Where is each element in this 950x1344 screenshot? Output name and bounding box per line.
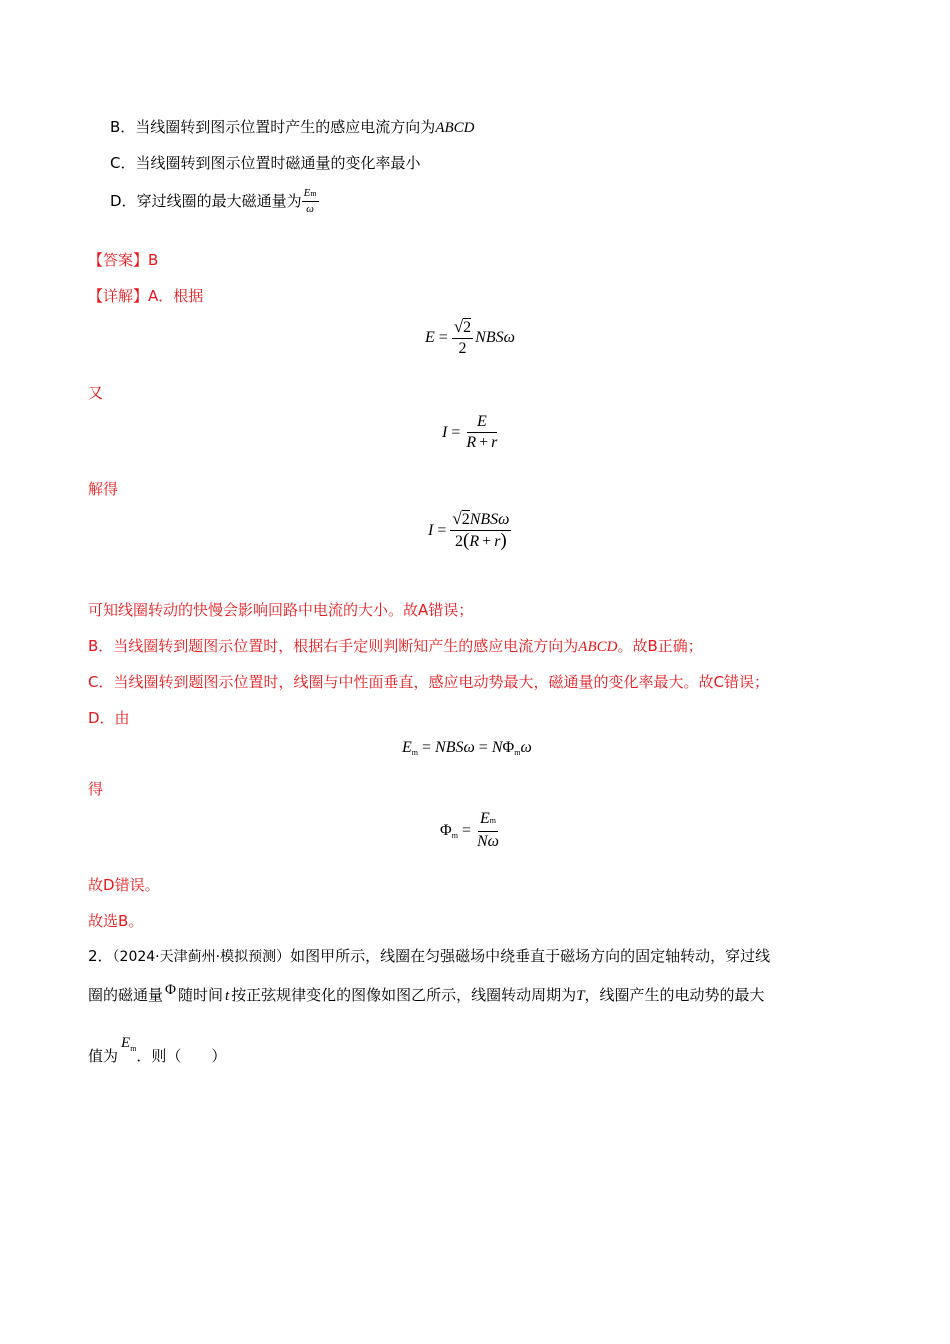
detail-a-text: A．根据 bbox=[148, 287, 204, 305]
question-2-line-2: 圈的磁通量 Φ 随时间 t 按正弦规律变化的图像如图乙所示，线圈转动周期为T，线圈产生的电动势的最大 bbox=[88, 982, 765, 1004]
equation-emf-fraction: √ 2 2 bbox=[453, 317, 472, 357]
equation-max-flux-fraction: $\frac{Em}{N\omega}$ bbox=[476, 810, 499, 850]
option-b-label: B． bbox=[110, 118, 136, 136]
equation-emf: E = √ 2 2 NBSω bbox=[425, 317, 515, 357]
detail-label: 【详解】 bbox=[88, 287, 149, 305]
option-d bbox=[110, 187, 319, 215]
question-2-line-3: 值为$E^m$．则（ ） bbox=[88, 1035, 227, 1065]
detail-a-conclusion: 可知线圈转动的快慢会影响回路中电流的大小。故A错误； bbox=[88, 601, 474, 619]
detail-c-line: C．当线圈转到题图示位置时，线圈与中性面垂直，感应电动势最大，磁通量的变化率最大。故C错误； bbox=[88, 673, 769, 691]
equation-current-fraction: $\frac{E}{R + r}$ bbox=[466, 413, 498, 451]
text-de: 得 bbox=[88, 780, 104, 798]
question-2-line-1: 2．（2024·天津蓟州·模拟预测）如图甲所示，线圈在匀强磁场中绕垂直于磁场方向的固定轴转动，穿过线 bbox=[88, 947, 771, 965]
answer-label: 【答案】 bbox=[88, 251, 149, 269]
equation-current-solved-fraction: √ 2 NBSω 2(R + r) bbox=[452, 509, 510, 551]
text-jiede: 解得 bbox=[88, 480, 119, 498]
detail-a-intro bbox=[88, 286, 203, 306]
detail-final: 故选B。 bbox=[88, 912, 144, 930]
question-2-source: （2024·天津蓟州·模拟预测） bbox=[112, 949, 291, 965]
option-d-label: D． bbox=[110, 192, 137, 210]
option-b-text: 当线圈转到图示位置时产生的感应电流方向为 bbox=[135, 118, 436, 136]
equation-max-emf: E m = NBSω = N Φ m ω bbox=[402, 738, 532, 757]
equation-current: I = $\frac{E}{R + r}$ bbox=[442, 413, 498, 451]
detail-b-line: B．当线圈转到题图示位置时，根据右手定则判断知产生的感应电流方向为ABCD。故B正确； bbox=[88, 637, 703, 655]
detail-d-conclusion: 故D错误。 bbox=[88, 876, 160, 894]
option-d-fraction: $\frac{Em}{\omega}$ bbox=[303, 187, 317, 215]
option-b bbox=[110, 117, 474, 138]
answer-value: B bbox=[148, 251, 159, 269]
option-b-math: ABCD bbox=[435, 120, 475, 136]
equation-max-flux: Φ m = $\frac{Em}{N\omega}$ bbox=[440, 810, 499, 850]
question-2-number: 2． bbox=[88, 947, 113, 965]
option-c-label: C． bbox=[110, 154, 136, 172]
text-you: 又 bbox=[88, 384, 104, 402]
detail-d-intro: D．由 bbox=[88, 709, 130, 727]
option-d-text: 穿过线圈的最大磁通量为 bbox=[136, 192, 302, 210]
answer-line bbox=[88, 250, 158, 270]
option-c-text: 当线圈转到图示位置时磁通量的变化率最小 bbox=[135, 154, 421, 172]
option-c bbox=[110, 153, 421, 173]
equation-current-solved: I = √ 2 NBSω 2(R + r) bbox=[428, 509, 510, 551]
